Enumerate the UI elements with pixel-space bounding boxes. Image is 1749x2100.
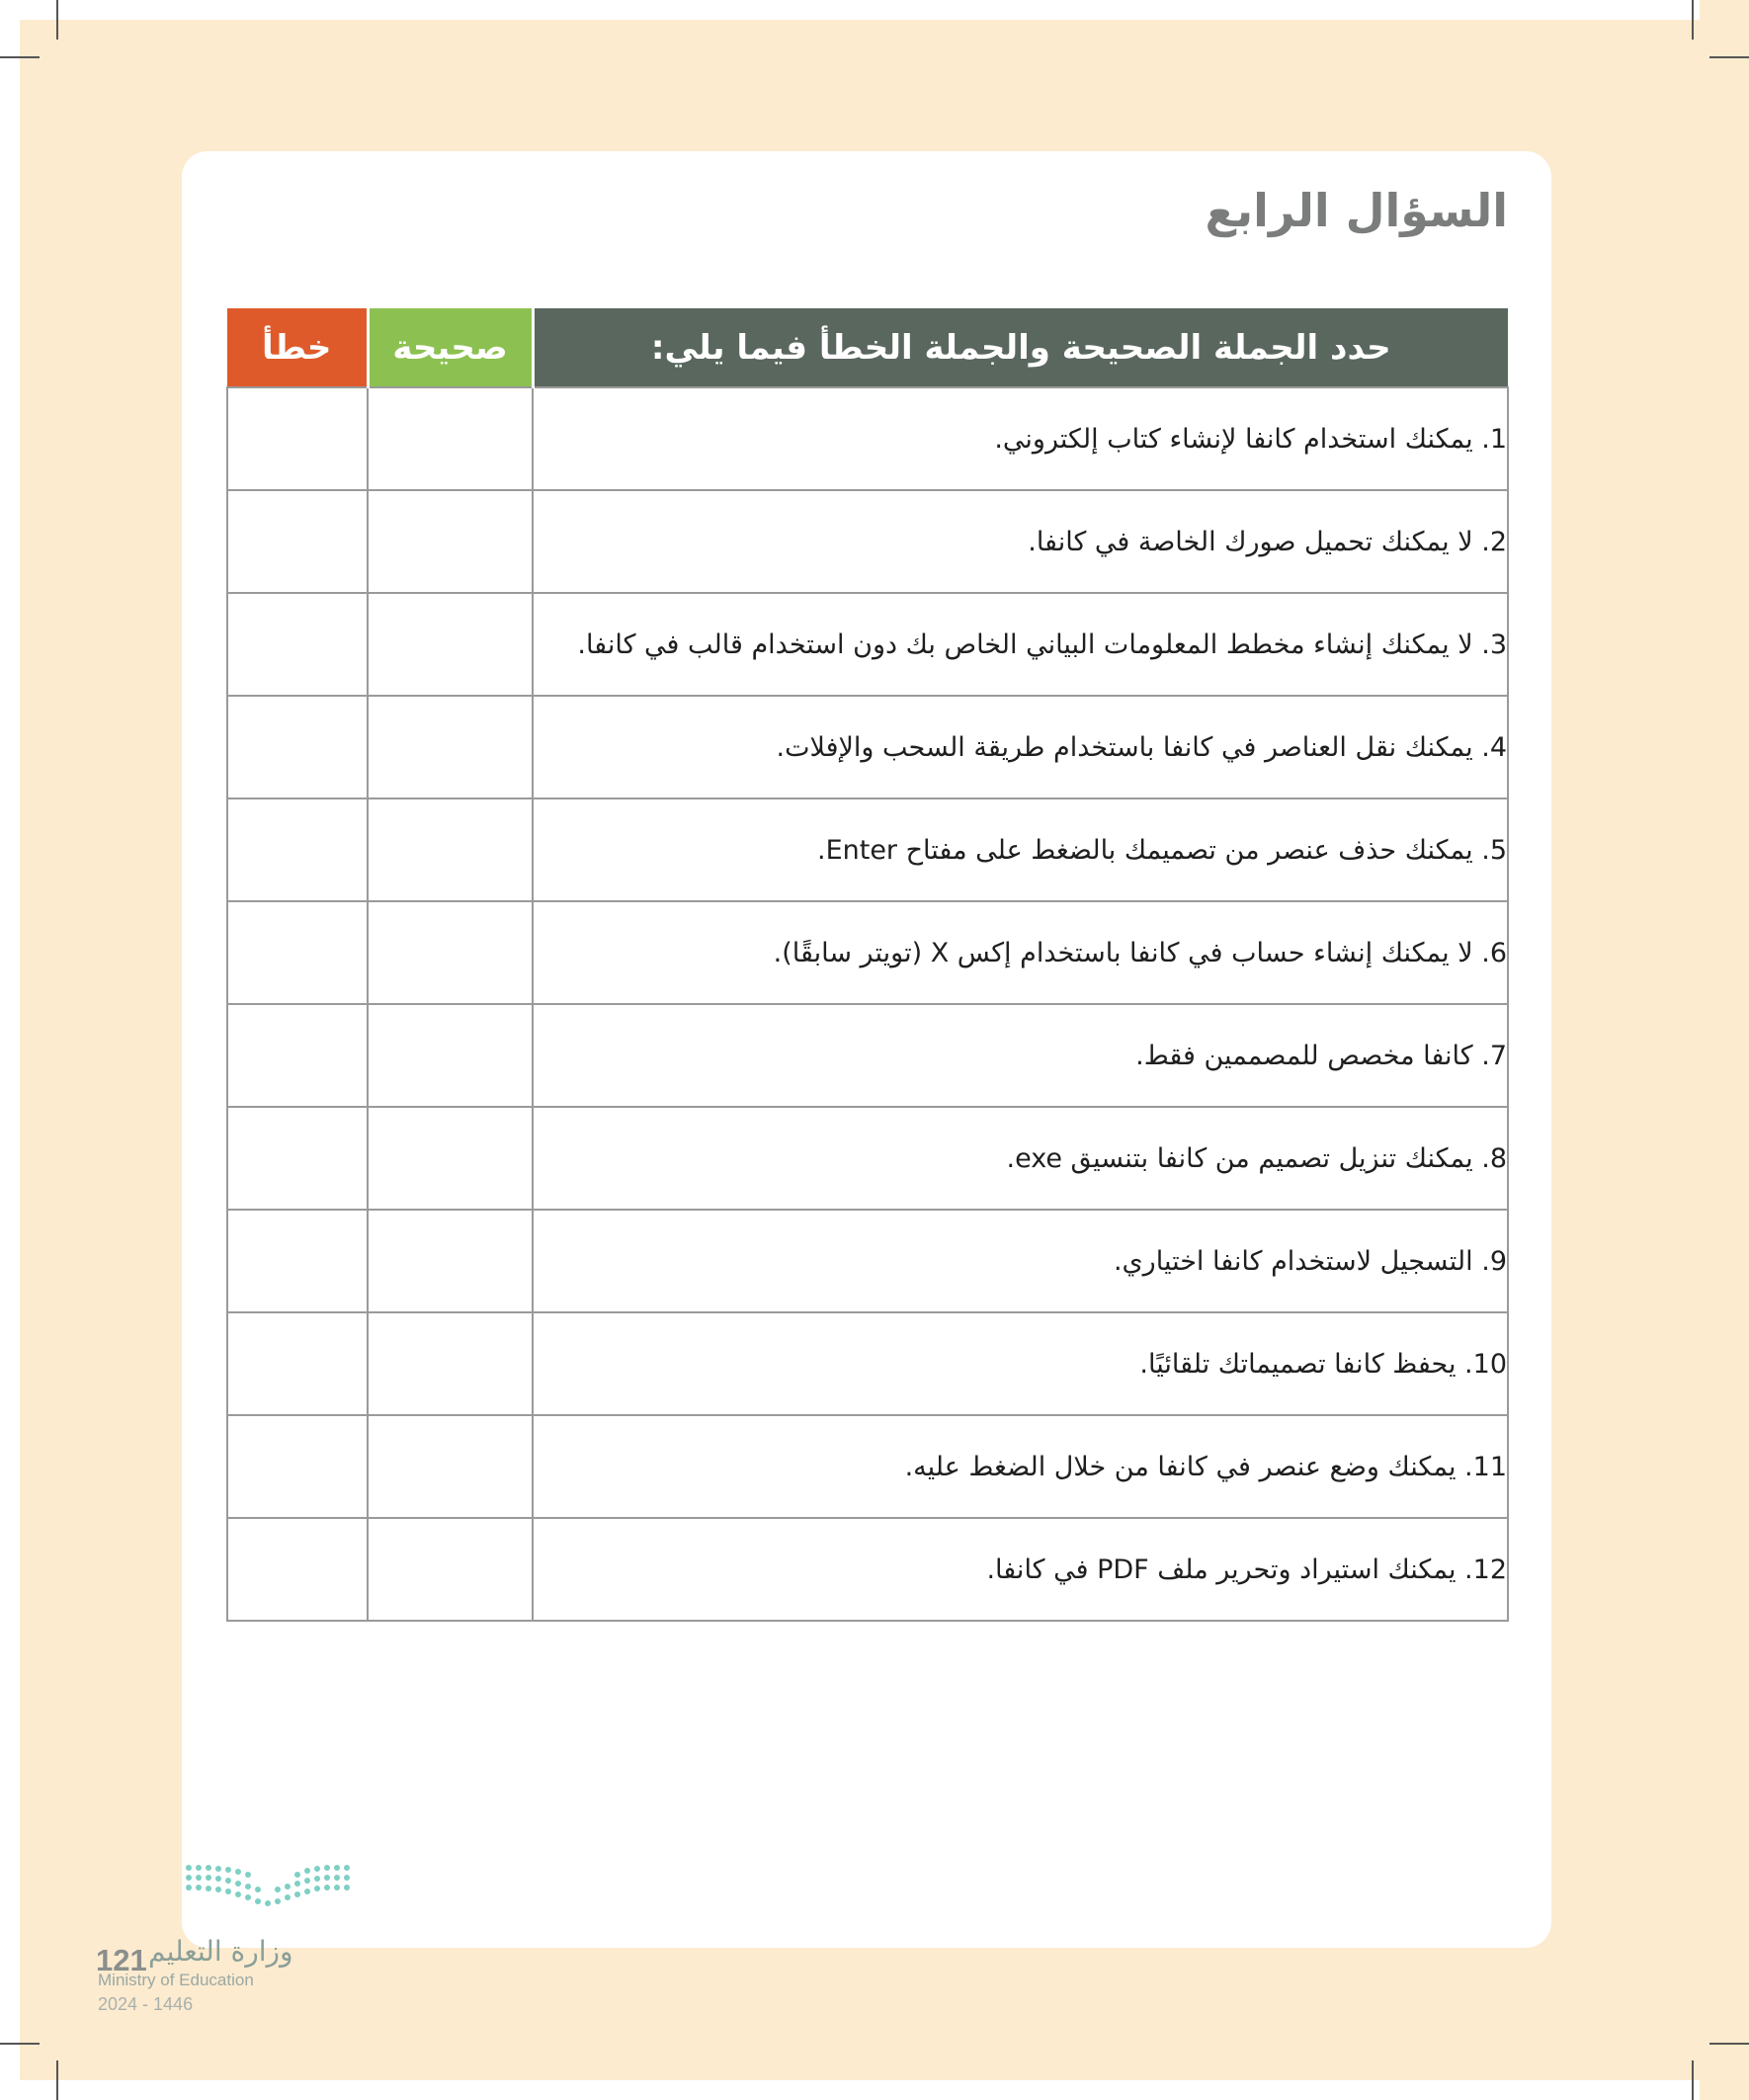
ministry-name-english: Ministry of Education — [98, 1971, 254, 1989]
table-row — [227, 1415, 1508, 1518]
table-row — [227, 1107, 1508, 1210]
table-row — [227, 696, 1508, 798]
false-answer-cell[interactable] — [227, 901, 368, 1004]
statement-text: 2. لا يمكنك تحميل صورك الخاصة في كانفا. — [533, 490, 1508, 593]
true-answer-cell[interactable] — [368, 798, 533, 901]
table-row — [227, 490, 1508, 593]
header-statement: حدد الجملة الصحيحة والجملة الخطأ فيما يلي: — [533, 308, 1508, 387]
table-row — [227, 1518, 1508, 1621]
statement-text: 6. لا يمكنك إنشاء حساب في كانفا باستخدام إكس X (تويتر سابقًا). — [533, 901, 1508, 1004]
statement-text: 5. يمكنك حذف عنصر من تصميمك بالضغط على مفتاح Enter. — [533, 798, 1508, 901]
statement-text: 10. يحفظ كانفا تصميماتك تلقائيًا. — [533, 1312, 1508, 1415]
true-answer-cell[interactable] — [368, 696, 533, 798]
table-row — [227, 1210, 1508, 1312]
false-answer-cell[interactable] — [227, 1415, 368, 1518]
true-answer-cell[interactable] — [368, 901, 533, 1004]
page-number: 121 — [96, 1943, 147, 1977]
header-false: خطأ — [227, 308, 368, 387]
page-edge-strip — [1700, 0, 1749, 2100]
false-answer-cell[interactable] — [227, 1107, 368, 1210]
true-answer-cell[interactable] — [368, 1004, 533, 1107]
true-answer-cell[interactable] — [368, 1518, 533, 1621]
false-answer-cell[interactable] — [227, 490, 368, 593]
crop-mark — [1692, 0, 1694, 40]
table-row — [227, 593, 1508, 696]
table-row — [227, 387, 1508, 490]
false-answer-cell[interactable] — [227, 387, 368, 490]
statement-text: 3. لا يمكنك إنشاء مخطط المعلومات البياني الخاص بك دون استخدام قالب في كانفا. — [533, 593, 1508, 696]
crop-mark — [56, 2060, 58, 2100]
page-title: السؤال الرابع — [1205, 184, 1508, 237]
statement-text: 4. يمكنك نقل العناصر في كانفا باستخدام طريقة السحب والإفلات. — [533, 696, 1508, 798]
statement-text: 12. يمكنك استيراد وتحرير ملف PDF في كانفا. — [533, 1518, 1508, 1621]
statement-text: 7. كانفا مخصص للمصممين فقط. — [533, 1004, 1508, 1107]
table-row — [227, 1004, 1508, 1107]
true-answer-cell[interactable] — [368, 490, 533, 593]
statement-text: 8. يمكنك تنزيل تصميم من كانفا بتنسيق exe. — [533, 1107, 1508, 1210]
header-true: صحيحة — [368, 308, 533, 387]
true-answer-cell[interactable] — [368, 1312, 533, 1415]
edition-year: 2024 - 1446 — [98, 1994, 194, 2014]
false-answer-cell[interactable] — [227, 1004, 368, 1107]
false-answer-cell[interactable] — [227, 1210, 368, 1312]
false-answer-cell[interactable] — [227, 1312, 368, 1415]
statement-text: 9. التسجيل لاستخدام كانفا اختياري. — [533, 1210, 1508, 1312]
crop-mark — [56, 0, 58, 40]
crop-mark — [0, 2043, 40, 2045]
table-row — [227, 1312, 1508, 1415]
statement-text: 11. يمكنك وضع عنصر في كانفا من خلال الضغط عليه. — [533, 1415, 1508, 1518]
ministry-name-arabic: وزارة التعليم — [148, 1935, 293, 1968]
table-header-row — [227, 308, 1508, 387]
false-answer-cell[interactable] — [227, 696, 368, 798]
true-answer-cell[interactable] — [368, 387, 533, 490]
false-answer-cell[interactable] — [227, 593, 368, 696]
true-answer-cell[interactable] — [368, 593, 533, 696]
table-row — [227, 901, 1508, 1004]
crop-mark — [0, 56, 40, 58]
statement-text: 1. يمكنك استخدام كانفا لإنشاء كتاب إلكتروني. — [533, 387, 1508, 490]
ministry-logo-icon — [181, 1860, 354, 1919]
false-answer-cell[interactable] — [227, 1518, 368, 1621]
true-answer-cell[interactable] — [368, 1415, 533, 1518]
true-false-table — [226, 308, 1509, 1622]
true-answer-cell[interactable] — [368, 1107, 533, 1210]
crop-mark — [1709, 2043, 1749, 2045]
false-answer-cell[interactable] — [227, 798, 368, 901]
table-row — [227, 798, 1508, 901]
true-answer-cell[interactable] — [368, 1210, 533, 1312]
crop-mark — [1709, 56, 1749, 58]
crop-mark — [1692, 2060, 1694, 2100]
